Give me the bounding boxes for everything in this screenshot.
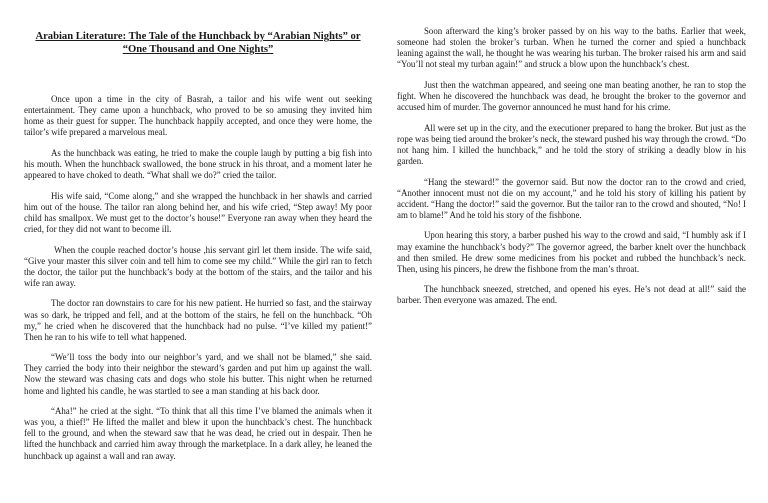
paragraph: Upon hearing this story, a barber pushed his way to the crowd and said, “I humbly ask if I may examine the hunchback’s body?” The governor agreed, the barber knelt over the hunchback and then smiled. He drew some medicines from his pocket and rubbed the hunchback’s neck. Then, using his pincers, he drew the fishbone from the man’s throat. <box>397 230 746 274</box>
paragraph: His wife said, “Come along,” and she wrapped the hunchback in her shawls and carried him out of the house. The tailor ran along behind her, and his wife cried, “Step away! My poor child has smallpox. We must get to the doctor’s house!” Everyone ran away when they heard the cried, for they did not want to become ill. <box>24 190 372 234</box>
right-column <box>397 0 746 316</box>
document-title: Arabian Literature: The Tale of the Hunchback by “Arabian Nights” or “One Thousand and One Nights” <box>35 31 361 55</box>
paragraph: The hunchback sneezed, stretched, and opened his eyes. He’s not dead at all!” said the barber. Then everyone was amazed. The end. <box>397 284 746 306</box>
title-spacing <box>24 56 372 94</box>
paragraph: “Hang the steward!” the governor said. But now the doctor ran to the crowd and cried, “Another innocent must not die on my account,” and he told his story of killing his patient by accident. “Hang the doctor!” said the governor. But the tailor ran to the crowd and shouted, “No! I am to blame!” And he told his story of the fishbone. <box>397 176 746 220</box>
paragraph: “We’ll toss the body into our neighbor’s yard, and we shall not be blamed,” she said. They carried the body into their neighbor the steward’s garden and put him up against the wall. Now the steward was chasing cats and dogs who stole his butter. This night when he returned home and lighted his candle, he was startled to see a man standing at his back door. <box>24 352 372 396</box>
paragraph: As the hunchback was eating, he tried to make the couple laugh by putting a big fish into his mouth. When the hunchback swallowed, the bone struck in his throat, and a moment later he appeared to have choked to death. “What shall we do?” cried the tailor. <box>24 147 372 181</box>
paragraph: Once upon a time in the city of Basrah, a tailor and his wife went out seeking entertainment. They came upon a hunchback, who proved to be so amusing they invited him home as their guest for supper. The hunchback happily accepted, and once they were home, the tailor’s wife prepared a marvelous meal. <box>24 94 372 138</box>
paragraph: All were set up in the city, and the executioner prepared to hang the broker. But just as the rope was being tied around the broker’s neck, the steward pushed his way through the crowd. “Do not hang him. I killed the hunchback,” and he told the story of striking a deadly blow in his garden. <box>397 122 746 166</box>
paragraph: Just then the watchman appeared, and seeing one man beating another, he ran to stop the fight. When he discovered the hunchback was dead, he brought the broker to the governor and accused him of murder. The governor announced he must hand for his crime. <box>397 79 746 113</box>
paragraph: When the couple reached doctor’s house ,his servant girl let them inside. The wife said, “Give your master this silver coin and tell him to come see my child.” While the girl ran to fetch the doctor, the tailor put the hunchback’s body at the bottom of the stairs, and the tailor and his wife ran away. <box>24 244 372 288</box>
paragraph: Soon afterward the king’s broker passed by on his way to the baths. Earlier that week, someone had stolen the broker’s turban. When he turned the corner and spied a hunchback leaning against the wall, he thought he was wearing his turban. The broker raised his arm and said “You’ll not steal my turban again!” and struck a blow upon the hunchback’s chest. <box>397 26 746 70</box>
left-column <box>24 0 372 471</box>
paragraph: The doctor ran downstairs to care for his new patient. He hurried so fast, and the stairway was so dark, he tripped and fell, and at the bottom of the stairs, he fell on the hunchback. “Oh my,” he cried when he discovered that the hunchback had no pulse. “I’ve killed my patient!” Then he ran to his wife to tell what happened. <box>24 298 372 342</box>
paragraph: “Aha!” he cried at the sight. “To think that all this time I’ve blamed the animals when it was you, a thief!” He lifted the mallet and blew it upon the hunchback’s chest. The hunchback fell to the ground, and when the steward saw that he was dead, he cried out in despair. Then he lifted the hunchback and carried him away through the marketplace. In a dark alley, he leaned the hunchback up against a wall and ran away. <box>24 406 372 461</box>
